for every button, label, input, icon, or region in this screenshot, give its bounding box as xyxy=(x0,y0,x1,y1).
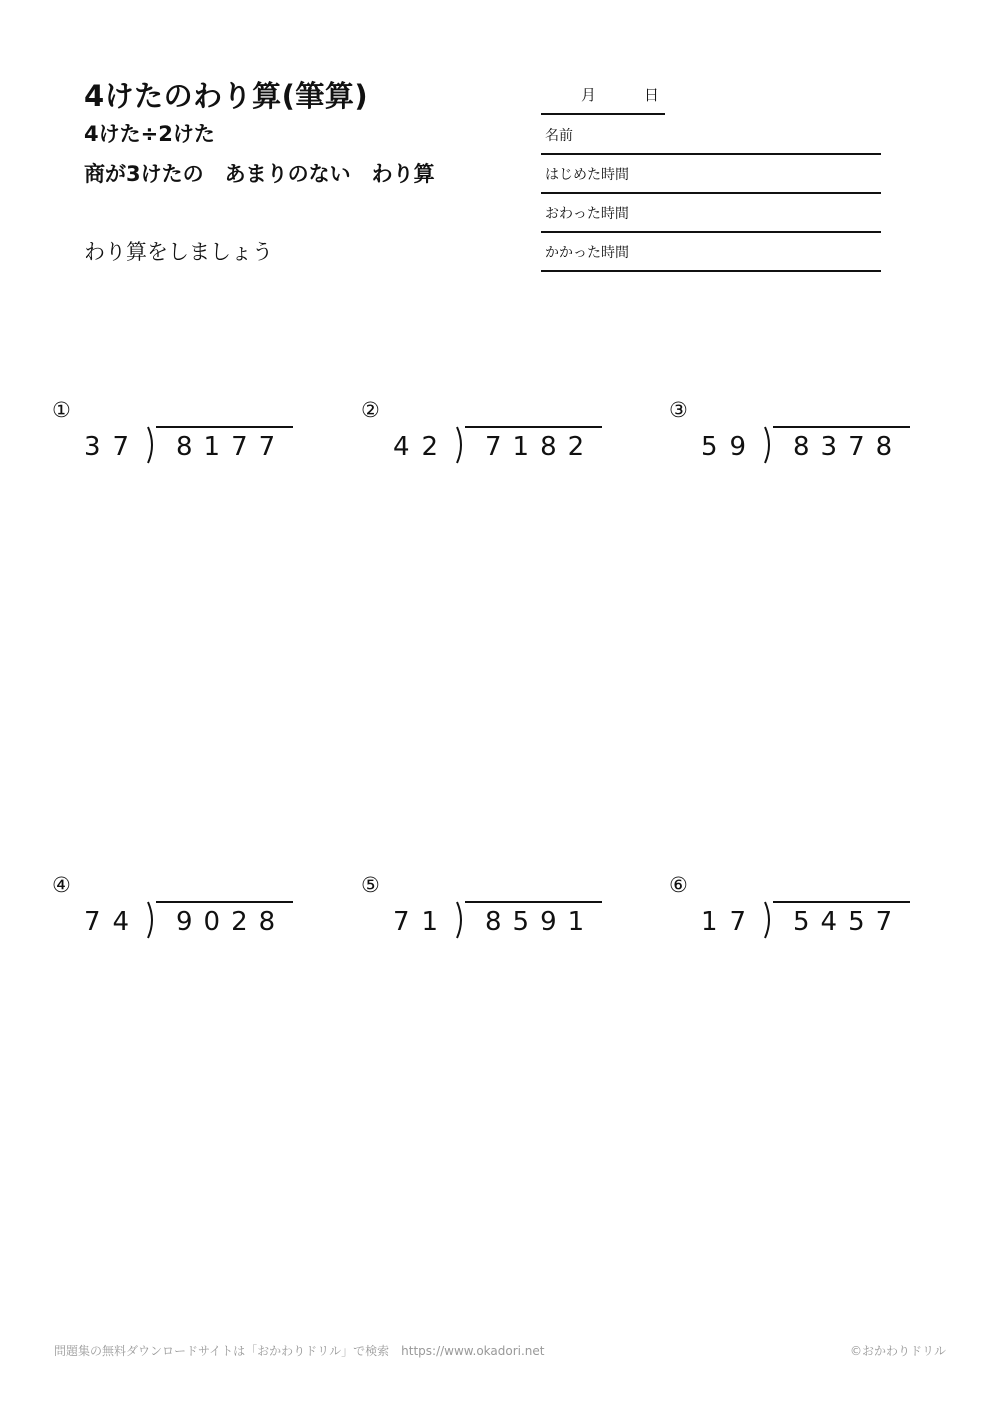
problem-6 xyxy=(669,873,929,953)
vinculum xyxy=(156,901,293,903)
dividend[interactable]: 8378 xyxy=(793,432,904,462)
problem-number: ① xyxy=(52,398,71,422)
problem-number: ③ xyxy=(669,398,688,422)
problem-number: ④ xyxy=(52,873,71,897)
elapsed-time-field[interactable] xyxy=(541,233,881,272)
divisor: 42 xyxy=(393,432,451,462)
dividend[interactable]: 5457 xyxy=(793,907,904,937)
divisor: 37 xyxy=(84,432,142,462)
division-bracket xyxy=(147,901,157,939)
dividend[interactable]: 7182 xyxy=(485,432,596,462)
divisor: 74 xyxy=(84,907,142,937)
dividend[interactable]: 8177 xyxy=(176,432,287,462)
problem-number: ⑥ xyxy=(669,873,688,897)
name-label: 名前 xyxy=(545,128,573,144)
worksheet-subtitle-condition: 商が3けたの あまりのない わり算 xyxy=(84,162,435,186)
problem-3 xyxy=(669,398,929,478)
problem-4 xyxy=(52,873,312,953)
divisor: 17 xyxy=(701,907,759,937)
problem-5 xyxy=(361,873,621,953)
division-bracket xyxy=(456,426,466,464)
end-time-field[interactable] xyxy=(541,194,881,233)
vinculum xyxy=(465,901,602,903)
divisor: 59 xyxy=(701,432,759,462)
vinculum xyxy=(465,426,602,428)
worksheet-subtitle-digits: 4けた÷2けた xyxy=(84,122,215,146)
division-bracket xyxy=(147,426,157,464)
start-time-field[interactable] xyxy=(541,155,881,194)
date-field[interactable] xyxy=(541,84,665,115)
problem-1 xyxy=(52,398,312,478)
footer-site-text: 問題集の無料ダウンロードサイトは「おかわりドリル」で検索 https://www.okadori.net xyxy=(54,1344,545,1358)
division-bracket xyxy=(764,426,774,464)
instruction-text: わり算をしましょう xyxy=(84,240,273,264)
end-time-label: おわった時間 xyxy=(545,206,629,222)
division-bracket xyxy=(456,901,466,939)
start-time-label: はじめた時間 xyxy=(545,167,629,183)
day-label: 日 xyxy=(644,86,660,104)
footer-copyright: ©おかわりドリル xyxy=(850,1344,947,1358)
name-field[interactable] xyxy=(541,116,881,155)
dividend[interactable]: 9028 xyxy=(176,907,287,937)
problem-number: ② xyxy=(361,398,380,422)
vinculum xyxy=(773,426,910,428)
divisor: 71 xyxy=(393,907,451,937)
worksheet-title: 4けたのわり算(筆算) xyxy=(84,79,369,113)
problem-number: ⑤ xyxy=(361,873,380,897)
problem-2 xyxy=(361,398,621,478)
vinculum xyxy=(156,426,293,428)
dividend[interactable]: 8591 xyxy=(485,907,596,937)
elapsed-time-label: かかった時間 xyxy=(545,245,629,261)
vinculum xyxy=(773,901,910,903)
division-bracket xyxy=(764,901,774,939)
month-label: 月 xyxy=(581,86,597,104)
